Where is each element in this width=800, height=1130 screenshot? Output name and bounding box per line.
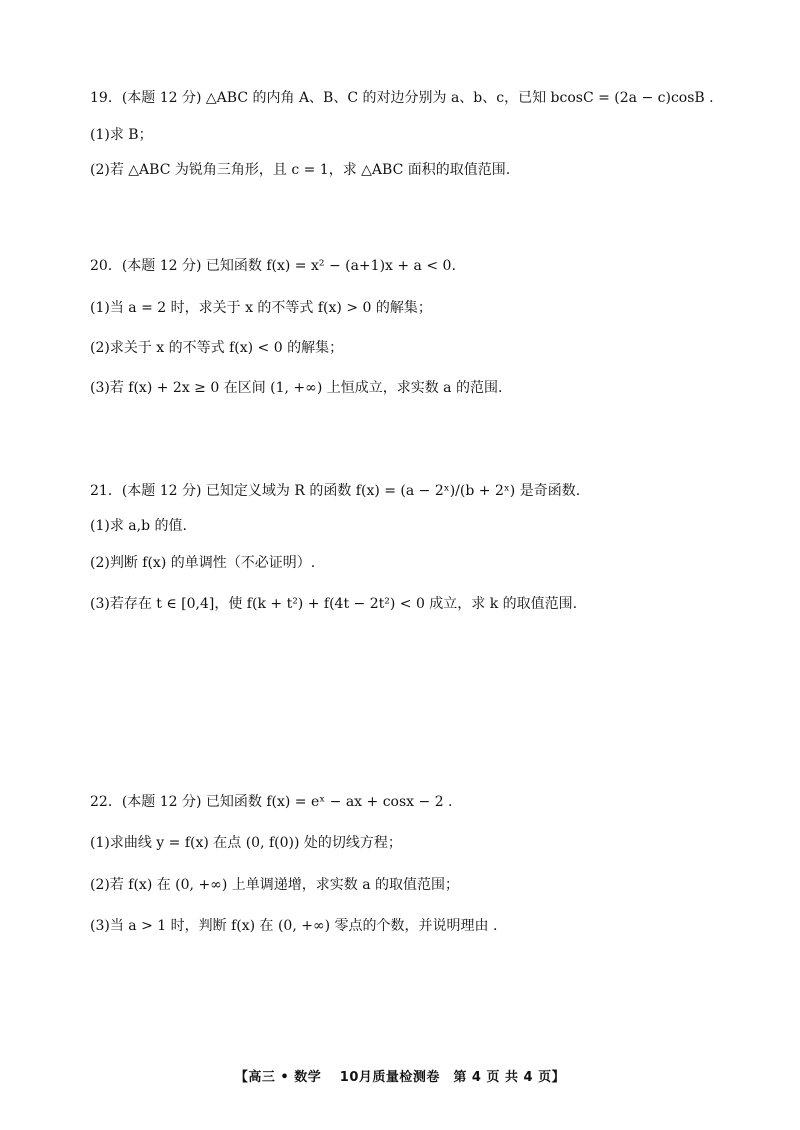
question-20-part-1: (1)当 a = 2 时，求关于 x 的不等式 f(x) > 0 的解集； [90, 300, 432, 316]
page-footer: 【高三 • 数学 10月质量检测卷 第 4 页 共 4 页】 [234, 1070, 566, 1085]
question-20-part-2: (2)求关于 x 的不等式 f(x) < 0 的解集； [90, 340, 344, 356]
question-22-part-3: (3)当 a > 1 时，判断 f(x) 在 (0, +∞) 零点的个数，并说明理由 . [90, 918, 498, 934]
question-19-part-2: (2)若 △ABC 为锐角三角形，且 c = 1，求 △ABC 面积的取值范围. [90, 162, 511, 178]
question-21-part-3: (3)若存在 t ∈ [0,4]，使 f(k + t²) + f(4t − 2t²) < 0 成立，求 k 的取值范围. [90, 596, 578, 612]
question-22-stem: 22．(本题 12 分) 已知函数 f(x) = eˣ − ax + cosx − 2 . [90, 794, 453, 810]
question-19-stem: 19．(本题 12 分) △ABC 的内角 A、B、C 的对边分别为 a、b、c，已知 bcosC = (2a − c)cosB . [90, 90, 714, 106]
question-20-part-3: (3)若 f(x) + 2x ≥ 0 在区间 (1, +∞) 上恒成立，求实数 a 的范围. [90, 380, 503, 396]
question-22-part-2: (2)若 f(x) 在 (0, +∞) 上单调递增，求实数 a 的取值范围； [90, 877, 460, 893]
question-19-part-1: (1)求 B； [90, 127, 153, 143]
question-21-part-1: (1)求 a,b 的值. [90, 518, 187, 534]
question-21-stem: 21．(本题 12 分) 已知定义域为 R 的函数 f(x) = (a − 2ˣ)/(b + 2ˣ) 是奇函数. [90, 483, 581, 499]
question-21-part-2: (2)判断 f(x) 的单调性（不必证明）. [90, 555, 316, 571]
question-22-part-1: (1)求曲线 y = f(x) 在点 (0, f(0)) 处的切线方程； [90, 835, 402, 851]
question-20-stem: 20．(本题 12 分) 已知函数 f(x) = x² − (a+1)x + a < 0. [90, 258, 456, 274]
